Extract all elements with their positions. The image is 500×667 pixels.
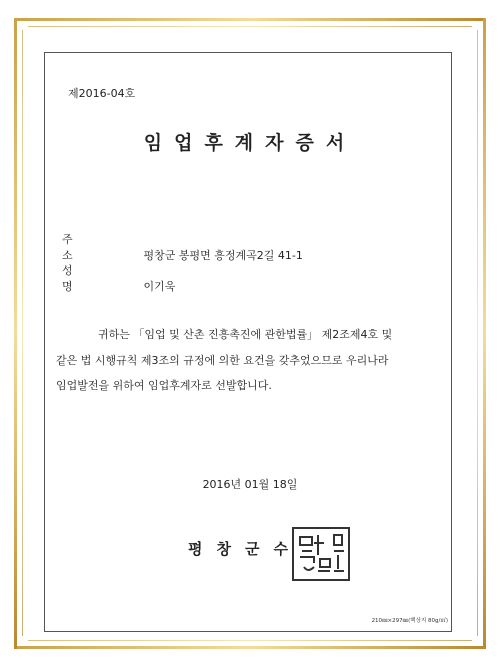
name-row	[62, 262, 175, 294]
body-line-1: 귀하는 「임업 및 산촌 진흥촉진에 관한법률」 제2조제4호 및	[98, 328, 393, 341]
gold-frame-left-inner	[22, 30, 23, 636]
name-label: 성 명	[62, 264, 111, 293]
paper-spec: 210㎜×297㎜(백상지 80g/㎡)	[371, 618, 448, 624]
issue-date: 2016년 01월 18일	[202, 478, 298, 491]
seal-pattern-icon	[294, 529, 348, 579]
gold-frame-bottom	[14, 646, 486, 649]
issuer-name: 평창군수	[188, 540, 302, 558]
certificate-number: 제2016-04호	[68, 87, 136, 100]
gold-frame-left	[14, 18, 17, 649]
address-row	[62, 231, 303, 263]
gold-frame-right-inner	[477, 30, 478, 636]
official-seal	[292, 527, 350, 581]
gold-frame-top-inner	[28, 26, 472, 27]
gold-frame-bottom-inner	[28, 640, 472, 641]
certificate-title: 임업후계자증서	[143, 132, 357, 154]
gold-frame-right	[483, 18, 486, 649]
address-label: 주 소	[62, 233, 111, 262]
name-value: 이기욱	[143, 280, 176, 293]
address-value: 평창군 봉평면 흥정계곡2길 41-1	[143, 249, 303, 262]
body-line-2: 같은 법 시행규칙 제3조의 규정에 의한 요건을 갖추었으므로 우리나라	[56, 353, 389, 367]
body-line-3: 임업발전을 위하여 임업후계자로 선발합니다.	[56, 379, 272, 392]
gold-frame-top	[14, 18, 486, 21]
certificate-body	[56, 322, 444, 399]
